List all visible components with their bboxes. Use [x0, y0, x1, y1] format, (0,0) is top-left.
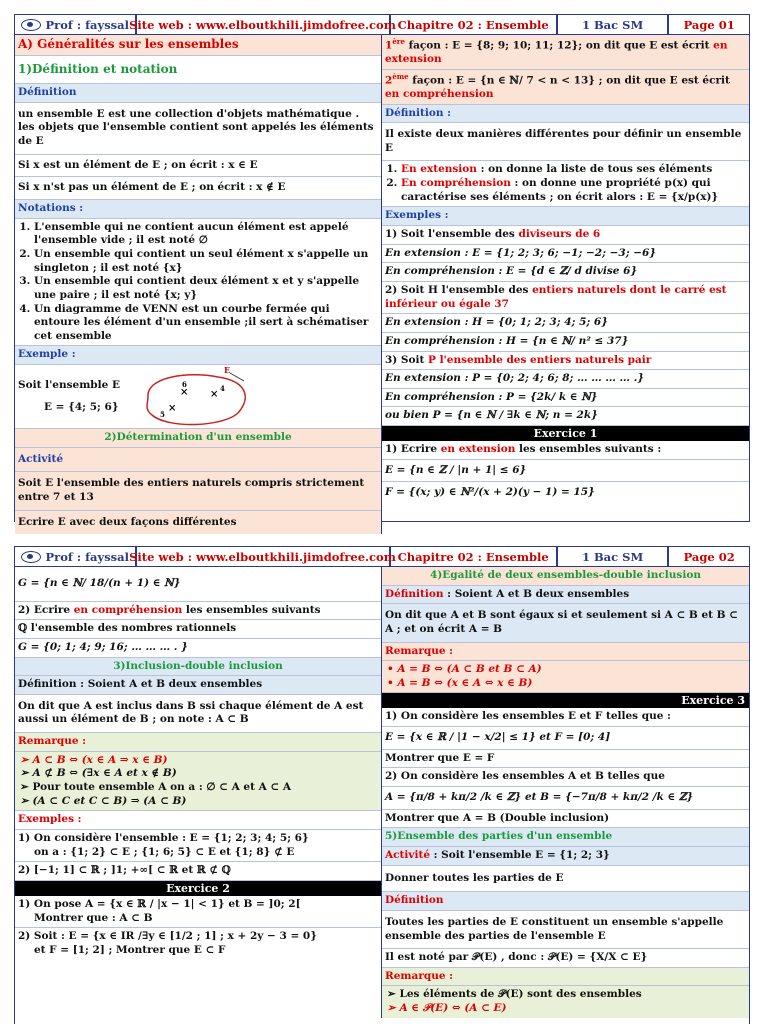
example-3-alternative: ou bien P = {n ∈ ℕ / ∃k ∈ ℕ; n = 2k}: [382, 407, 749, 426]
remark-item: • A = B ⇔ (x ∈ A ⇔ x ∈ B): [387, 677, 746, 691]
exercise-show-1: Montrer que E = F: [382, 750, 749, 769]
left-column: [15, 35, 382, 534]
ordinal: 1: [385, 39, 393, 52]
first-way: [382, 35, 749, 70]
examples-title: Exemples :: [15, 811, 381, 830]
example-title: Exemple :: [15, 346, 381, 365]
page-header: [15, 15, 749, 35]
remark-item: • A = B ⇔ (A ⊂ B et B ⊂ A): [387, 663, 746, 677]
notation-item: 1. L'ensemble qui ne contient aucun élément est appelé l'ensemble vide ; il est noté ∅: [34, 221, 378, 248]
example-3: 3) Soit P l'ensemble des entiers naturels pair: [382, 352, 749, 371]
subsection-title: 3)Inclusion-double inclusion: [15, 658, 381, 677]
second-way-text: façon : E = {n ∈ ℕ/ 7 < n < 13} ; on dit que E est écrit: [408, 74, 730, 87]
site-cell: Site web : www.elboutkhili.jimdofree.com: [137, 547, 391, 566]
class-cell: 1 Bac SM: [558, 15, 670, 34]
notation-item: 3. Un ensemble qui contient deux élément x et y s'appelle une paire ; il est noté {x; y}: [34, 275, 378, 302]
highlight: en compréhension: [385, 87, 494, 100]
example-1: 1) On considère l'ensemble : E = {1; 2; 3; 4; 5; 6} on a : {1; 2} ⊂ E ; {1; 6; 5} ⊂ E et {1; 8} ⊄ E: [15, 830, 381, 862]
remark-item: ➢ A ∈ 𝒫(E) ⇔ (A ⊂ E): [387, 1002, 746, 1016]
remark-list: [382, 986, 749, 1017]
definition-title: Définition: [382, 892, 749, 911]
activity-text: Donner toutes les parties de E: [382, 866, 749, 893]
exercise-title: Exercice 1: [382, 426, 749, 441]
venn-label: E: [224, 366, 231, 375]
exercise-title: Exercice 2: [15, 881, 381, 896]
prof-name: Prof : fayssal: [45, 549, 129, 564]
venn-number: 6: [182, 379, 187, 389]
definition-notation: Il est noté par 𝒫(E) , donc : 𝒫(E) = {X/X ⊂ E}: [382, 949, 749, 968]
venn-number: 5: [160, 409, 165, 419]
example-2-extension: En extension : H = {0; 1; 2; 3; 4; 5; 6}: [382, 314, 749, 333]
set-g-list: G = {0; 1; 4; 9; 16; … … … . }: [15, 639, 381, 658]
highlight: en extension: [385, 39, 728, 66]
notations-title: Notations :: [15, 200, 381, 219]
example-3-extension: En extension : P = {0; 2; 4; 6; 8; … … … … .}: [382, 370, 749, 389]
notations-list: [15, 219, 381, 347]
remark-title: Remarque :: [15, 733, 381, 752]
remark-title: Remarque :: [382, 643, 749, 662]
rationals-line: ℚ l'ensemble des nombres rationnels: [15, 620, 381, 639]
notation-item: 2. Un ensemble qui contient un seul élément x s'appelle un singleton ; il est noté {x}: [34, 248, 378, 275]
example-set: E = {4; 5; 6}: [44, 400, 119, 413]
question-2: 2) Ecrire en compréhension les ensembles suivants: [15, 602, 381, 621]
page-number: Page 01: [683, 17, 735, 32]
subsection-title: 2)Détermination d'un ensemble: [15, 429, 381, 448]
example-1-comprehension: En compréhension : E = {d ∈ ℤ/ d divise 6}: [382, 263, 749, 282]
exercise-sets-ab: A = {π/8 + kπ/2 /k ∈ ℤ} et B = {−7π/8 + kπ/2 /k ∈ ℤ}: [382, 787, 749, 810]
activity-title: Activité : Soit l'ensemble E = {1; 2; 3}: [382, 847, 749, 866]
example-2-comprehension: En compréhension : H = {n ∈ ℕ/ n² ≤ 37}: [382, 333, 749, 352]
set-g-definition: G = {n ∈ ℕ/ 18/(n + 1) ∈ ℕ}: [15, 567, 381, 602]
remark-list: [382, 661, 749, 693]
page-02: [14, 546, 750, 1024]
prof-name: Prof : fayssal: [45, 17, 129, 32]
definition-item: 2. En compréhension : on donne une propriété p(x) qui caractérise ses éléments ; on écrit alors : E = {x/p(x)}: [401, 177, 746, 204]
remark-item: ➢ Pour toute ensemble A on a : ∅ ⊂ A et A ⊂ A: [20, 781, 378, 795]
remark-title: Remarque :: [382, 968, 749, 987]
definition-list: [382, 161, 749, 207]
definition-item: 1. En extension : on donne la liste de tous ses éléments: [401, 163, 746, 177]
exercise-question: 1) Ecrire en extension les ensembles suivants :: [382, 441, 749, 460]
exercise-question-1: 1) On considère les ensembles E et F telles que :: [382, 708, 749, 727]
ordinal-sup: ème: [392, 71, 409, 81]
subsection-title: 4)Egalité de deux ensembles-double inclusion: [382, 567, 749, 586]
remark-item: ➢ (A ⊂ C et C ⊂ B) ⇒ (A ⊂ B): [20, 795, 378, 809]
prof-cell: [15, 547, 137, 566]
exercise-question-1: 1) On pose A = {x ∈ ℝ / |x − 1| < 1} et B = ]0; 2[ Montrer que : A ⊂ B: [15, 896, 381, 928]
page-header: [15, 547, 749, 567]
remark-list: [15, 752, 381, 812]
definition-text: Toutes les parties de E constituent un ensemble s'appelle ensemble des parties de l'ensemble E: [382, 911, 749, 949]
example-2: 2) [−1; 1] ⊂ ℝ ; ]1; +∞[ ⊂ ℝ et ℝ ⊄ ℚ: [15, 862, 381, 881]
exercise-set-e: E = {n ∈ ℤ / |n + 1| ≤ 6}: [382, 460, 749, 483]
example-1-extension: En extension : E = {1; 2; 3; 6; −1; −2; −3; −6}: [382, 245, 749, 264]
exercise-question-2: 2) Soit : E = {x ∈ IR /∃y ∈ [1/2 ; 1] ; x + 2y − 3 = 0} et F = [1; 2] ; Montrer que E ⊂ F: [18, 930, 317, 956]
activity-question: Ecrire E avec deux façons différentes: [15, 511, 381, 535]
exercise-question-2: 2) On considère les ensembles A et B telles que: [382, 768, 749, 787]
first-way-text: façon : E = {8; 9; 10; 11; 12}; on dit que E est écrit: [404, 39, 714, 52]
prof-cell: [15, 15, 137, 34]
definition-title: Définition : Soient A et B deux ensembles: [15, 676, 381, 695]
definition-text: On dit que A est inclus dans B ssi chaque élément de A est aussi un élément de B ; on note : A ⊂ B: [15, 695, 381, 733]
definition-text: On dit que A et B sont égaux si et seulement si A ⊂ B et B ⊂ A ; et on écrit A = B: [382, 604, 749, 642]
exercise-title: Exercice 3: [382, 693, 749, 708]
class-cell: 1 Bac SM: [558, 547, 670, 566]
exercise-set-e: E = {x ∈ ℝ / |1 − x/2| ≤ 1} et F = [0; 4]: [382, 727, 749, 750]
example-block: [15, 365, 381, 429]
site-cell: Site web : www.elboutkhili.jimdofree.com: [137, 15, 391, 34]
ordinal: 2: [385, 74, 393, 87]
venn-mark: ×: [210, 388, 219, 400]
logo-icon: [21, 19, 41, 31]
definition-title: Définition :: [382, 105, 749, 124]
remark-item: ➢ A ⊄ B ⇔ (∃x ∈ A et x ∉ B): [20, 767, 378, 781]
chapter-cell: Chapitre 02 : Ensemble: [391, 15, 558, 34]
venn-diagram: [128, 367, 258, 427]
exercise-set-f: F = {(x; y) ∈ ℕ²/(x + 2)(y − 1) = 15}: [385, 486, 595, 499]
page-number: Page 02: [683, 549, 735, 564]
section-title: A) Généralités sur les ensembles: [15, 35, 381, 56]
activity-text: Soit E l'ensemble des entiers naturels compris strictement entre 7 et 13: [15, 472, 381, 510]
venn-mark: ×: [168, 402, 177, 414]
remark-item: ➢ Les éléments de 𝒫(E) sont des ensembles: [387, 988, 746, 1002]
definition-title: Définition: [15, 84, 381, 103]
logo-icon: [21, 551, 41, 563]
page-01: [14, 14, 750, 528]
element-in: Si x est un élément de E ; on écrit : x ∈ E: [15, 155, 381, 178]
second-way: [382, 70, 749, 105]
right-column: [382, 35, 749, 534]
example-2: 2) Soit H l'ensemble des entiers naturels dont le carré est inférieur ou égale 37: [382, 282, 749, 314]
definition-title: Définition : Soient A et B deux ensembles: [382, 586, 749, 605]
left-column: [15, 567, 382, 1018]
ordinal-sup: ère: [392, 37, 405, 46]
chapter-cell: Chapitre 02 : Ensemble: [391, 547, 558, 566]
right-column: [382, 567, 749, 1018]
subsection-title: 1)Définition et notation: [15, 56, 381, 85]
definition-text: un ensemble E est une collection d'objets mathématique . les objets que l'ensemble contient sont appelés les éléments de E: [15, 103, 381, 155]
notation-item: 4. Un diagramme de VENN est un courbe fermée qui entoure les élément d'un ensemble ;il sert à schématiser cet ensemble: [34, 303, 378, 344]
example-3-comprehension: En compréhension : P = {2k/ k ∈ ℕ}: [382, 389, 749, 408]
exercise-show-2: Montrer que A = B (Double inclusion): [382, 810, 749, 829]
example-1: 1) Soit l'ensemble des diviseurs de 6: [382, 226, 749, 245]
venn-number: 4: [220, 383, 225, 393]
examples-title: Exemples :: [382, 207, 749, 226]
remark-item: ➢ A ⊂ B ⇔ (x ∈ A ⇒ x ∈ B): [20, 754, 378, 768]
venn-mark: ×: [180, 386, 189, 398]
activity-title: Activité: [15, 448, 381, 473]
element-notin: Si x n'st pas un élément de E ; on écrit : x ∉ E: [15, 177, 381, 200]
subsection-title: 5)Ensemble des parties d'un ensemble: [382, 828, 749, 847]
definition-text: Il existe deux manières différentes pour définir un ensemble E: [382, 123, 749, 161]
example-text: Soit l'ensemble E: [18, 378, 120, 391]
